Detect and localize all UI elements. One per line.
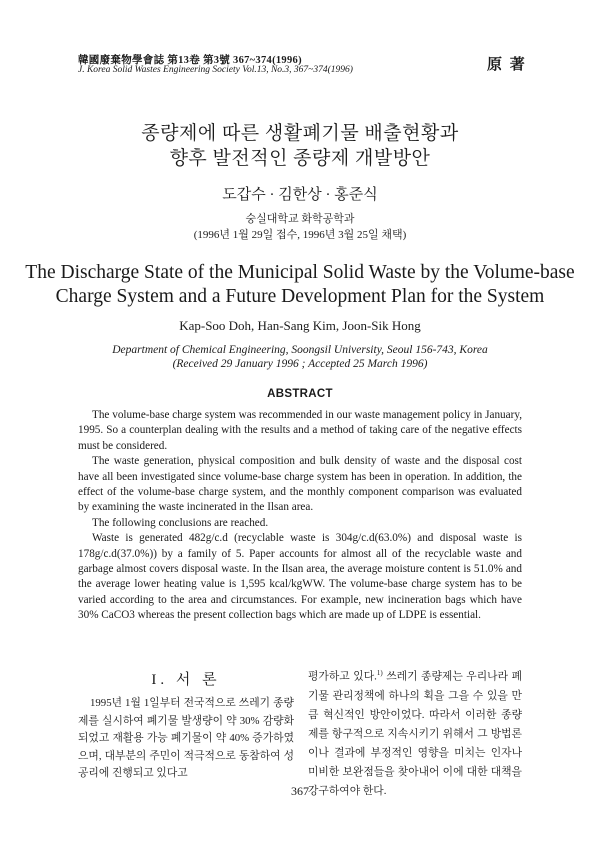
introduction-right-text-a: 평가하고 있다. bbox=[308, 670, 377, 683]
korean-title-line-2: 향후 발전적인 종량제 개발방안 bbox=[169, 148, 431, 169]
korean-affiliation: 숭실대학교 화학공학과 bbox=[245, 213, 355, 225]
abstract-paragraph-1: The volume-base charge system was recommended in our waste management policy in January, 1995. So a counterplan dealing with the results and a method of taking care of the negative effects must be considered. bbox=[78, 409, 522, 452]
korean-received-dates: (1996년 1월 29일 접수, 1996년 3월 25일 채택) bbox=[193, 229, 407, 241]
english-title-line-2: Charge System and a Future Development Plan for the System bbox=[55, 286, 545, 307]
abstract-paragraph-2: The waste generation, physical composition and bulk density of waste and the disposal cost have all been investigated since volume-base charge system has been in operation. In addition, the effect of the volume-base charge system, and the monthly component comparison was evaluated by examining the waste incinerated in the Ilsan area. bbox=[78, 455, 522, 514]
abstract-heading: ABSTRACT bbox=[267, 388, 333, 400]
page-number: 367 bbox=[291, 784, 309, 798]
introduction-left-column bbox=[78, 695, 294, 783]
article-type-badge: 原 著 bbox=[487, 57, 527, 73]
korean-title-line-1: 종량제에 따른 생활폐기물 배출현황과 bbox=[141, 123, 459, 144]
english-authors: Kap-Soo Doh, Han-Sang Kim, Joon-Sik Hong bbox=[179, 318, 421, 333]
english-title-line-1: The Discharge State of the Municipal Solid Waste by the Volume-base bbox=[25, 262, 575, 283]
english-received-dates: (Received 29 January 1996 ; Accepted 25 March 1996) bbox=[172, 358, 428, 370]
abstract-paragraph-3: The following conclusions are reached. bbox=[92, 516, 269, 529]
abstract-paragraph-4: Waste is generated 482g/c.d (recyclable waste is 304g/c.d(63.0%) and disposal waste is 178g/c.d(37.0%)) by a family of 5. Paper accounts for almost all of the recyclable waste and garbage almost covers disposal waste. In the Ilsan area, the average moisture content is 51.0% and the average lower heating value is 1,595 kcal/kgWW. The volume-base charge system has to be varied according to the area and circumstances. For example, new incineration bags which have 30% CaCO3 whereas the present collection bags which are made up of LDPE is essential. bbox=[78, 532, 522, 622]
introduction-right-column bbox=[308, 664, 522, 801]
korean-authors: 도갑수 · 김한상 · 홍준식 bbox=[222, 187, 378, 203]
introduction-right-text-b: 쓰레기 종량제는 우리나라 폐기물 관리정책에 하나의 획을 그을 수 있을 만큼 혁신적인 방안이었다. 따라서 이러한 종량제를 항구적으로 지속시키기 위해서 그 방법론이나 결과에 부정적인 영향을 미치는 인자나 미비한 보완점들을 찾아내어 이에 대한 대책을 강구하여야 한다. bbox=[308, 670, 522, 797]
introduction-right-paragraph bbox=[308, 664, 522, 801]
journal-english: J. Korea Solid Wastes Engineering Society Vol.13, No.3, 367~374(1996) bbox=[78, 65, 353, 75]
introduction-heading: I. 서 론 bbox=[151, 672, 221, 688]
journal-korean: 韓國廢棄物學會誌 第13卷 第3號 367~374(1996) bbox=[78, 55, 302, 66]
english-affiliation: Department of Chemical Engineering, Soongsil University, Seoul 156-743, Korea bbox=[112, 344, 488, 356]
reference-marker: 1) bbox=[376, 669, 383, 677]
introduction-left-text: 1995년 1월 1일부터 전국적으로 쓰레기 종량제를 실시하여 폐기물 발생량이 약 30% 감량화되었고 재활용 가능 폐기물이 약 40% 증가하였으며, 대부분의 주민이 적극적으로 동참하여 성공리에 진행되고 있다고 bbox=[78, 697, 294, 779]
abstract-body bbox=[78, 408, 522, 624]
